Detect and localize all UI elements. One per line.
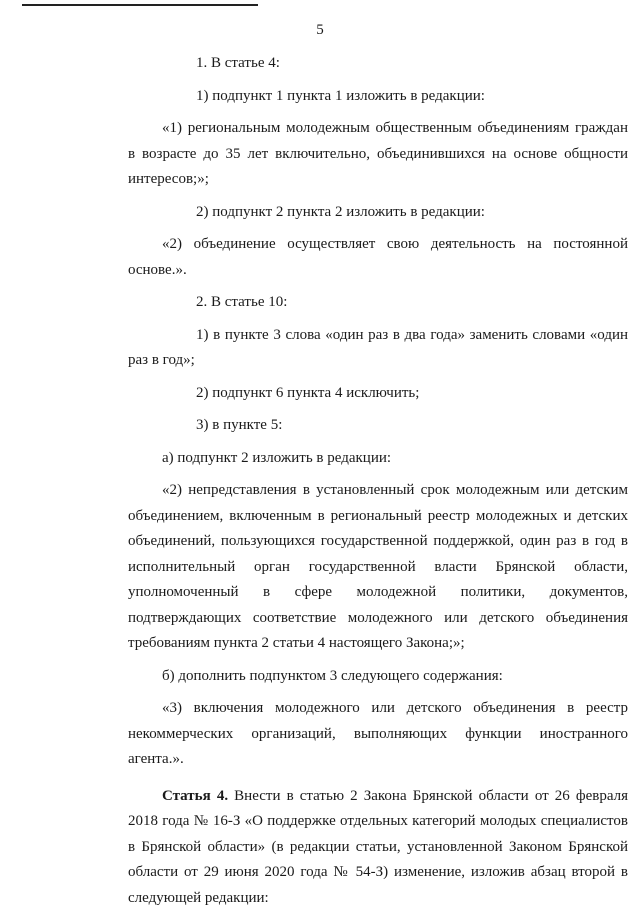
list-item xyxy=(128,290,628,316)
quoted-text: «3) включения молодежного или детского объединения в реестр некоммерческих организаций, выполняющих функции иностранного агента.». xyxy=(128,696,628,773)
article-paragraph xyxy=(128,784,628,911)
item-text: в пункте 3 слова «один раз в два года» заменить словами «один раз в год»; xyxy=(128,327,628,369)
page-number: 5 xyxy=(0,22,640,39)
quoted-text: «2) непредставления в установленный срок молодежным или детским объединением, включенным в региональный реестр молодежных и детских объединений, пользующихся государственной поддержкой, один раз в год в исполнительный орган государственной власти Брянской области, уполномоченный в сфере молодежной политики, документов, подтверждающих соответствие молодежного или детского объединения требованиям пункта 2 статьи 4 настоящего Закона;»; xyxy=(128,478,628,657)
item-number: 1. xyxy=(162,51,207,77)
list-item xyxy=(128,413,628,439)
item-text: подпункт 1 пункта 1 изложить в редакции: xyxy=(212,88,485,104)
list-item xyxy=(128,200,628,226)
item-number: 1) xyxy=(162,323,209,349)
subitem-b: б) дополнить подпунктом 3 следующего содержания: xyxy=(128,664,628,690)
quoted-text: «2) объединение осуществляет свою деятельность на постоянной основе.». xyxy=(128,232,628,283)
item-number: 2) xyxy=(162,200,209,226)
item-number: 2) xyxy=(162,381,209,407)
item-number: 3) xyxy=(162,413,209,439)
quoted-text: «1) региональным молодежным общественным объединениям граждан в возрасте до 35 лет включительно, объединившихся на основе общности интересов;»; xyxy=(128,116,628,193)
article-heading: Статья 4. xyxy=(162,788,228,804)
item-text: В статье 10: xyxy=(211,294,287,310)
list-item xyxy=(128,381,628,407)
list-item xyxy=(128,51,628,77)
item-text: в пункте 5: xyxy=(212,417,282,433)
item-number: 1) xyxy=(162,84,209,110)
top-rule xyxy=(22,4,258,6)
list-item xyxy=(128,323,628,374)
item-text: В статье 4: xyxy=(211,55,280,71)
item-number: 2. xyxy=(162,290,207,316)
subitem-a: а) подпункт 2 изложить в редакции: xyxy=(128,446,628,472)
item-text: подпункт 6 пункта 4 исключить; xyxy=(212,385,419,401)
item-text: подпункт 2 пункта 2 изложить в редакции: xyxy=(212,204,485,220)
document-body xyxy=(128,51,628,911)
article-text: Внести в статью 2 Закона Брянской области от 26 февраля 2018 года № 16-З «О поддержке отдельных категорий молодых специалистов в Брянской области» (в редакции статьи, установленной Законом Брянской области от 29 июня 2020 года № 54-З) изменение, изложив абзац второй в следующей редакции: xyxy=(128,788,628,906)
list-item xyxy=(128,84,628,110)
